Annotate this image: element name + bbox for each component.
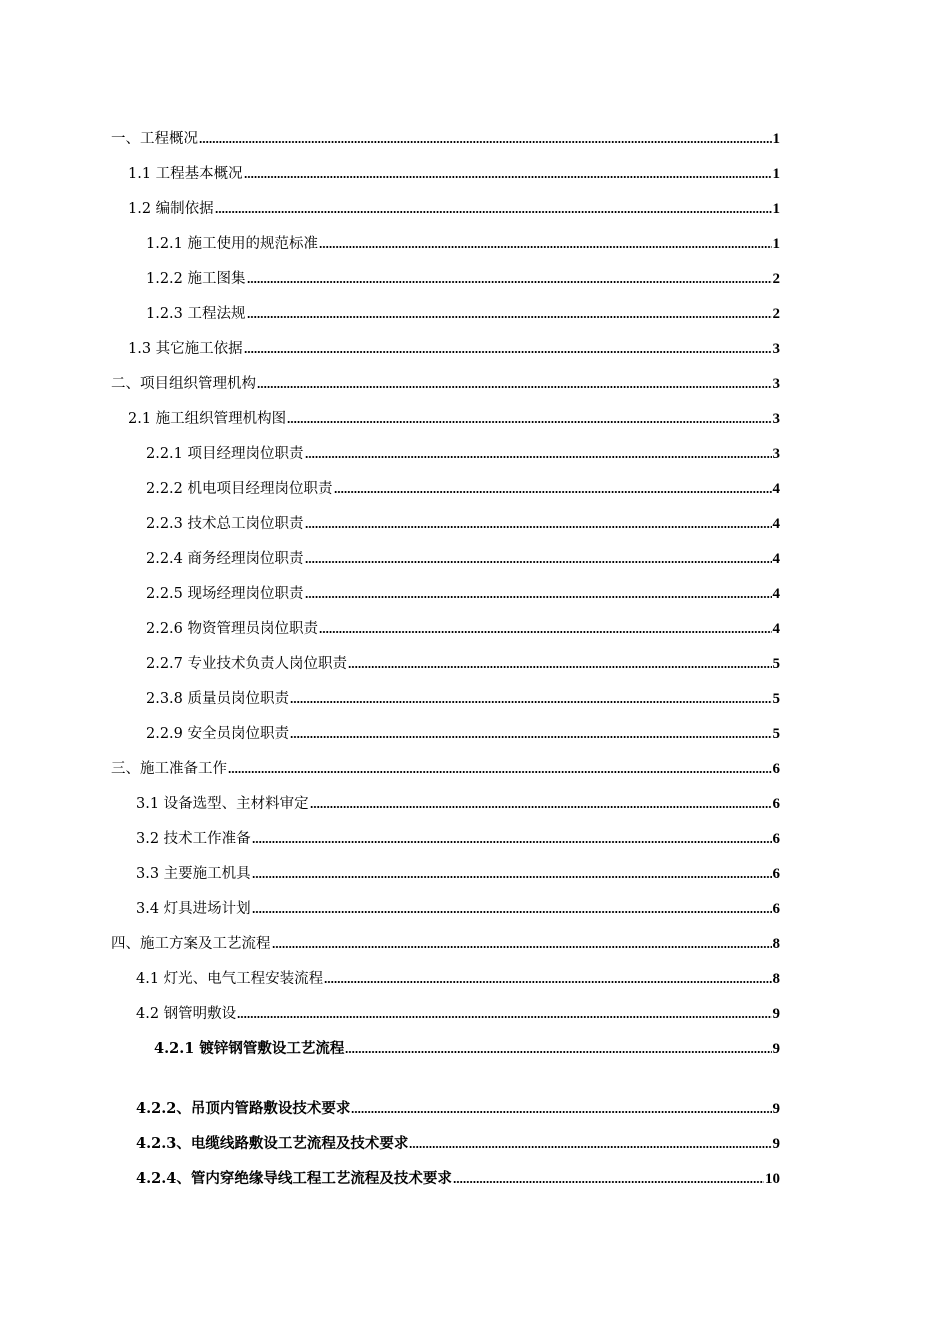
dot-leader xyxy=(305,455,772,459)
toc-entry-label: 2.2.6 物资管理员岗位职责 xyxy=(146,621,319,637)
toc-entry[interactable] xyxy=(146,441,780,463)
toc-entry-label: 2.2.4 商务经理岗位职责 xyxy=(146,551,304,567)
toc-entry[interactable] xyxy=(128,406,780,428)
toc-entry-label: 一、工程概况 xyxy=(111,131,198,147)
dot-leader xyxy=(319,630,771,634)
toc-entry-label: 2.2.7 专业技术负责人岗位职责 xyxy=(146,656,348,672)
toc-entry[interactable] xyxy=(128,336,780,358)
dot-leader xyxy=(310,805,772,809)
toc-entry-label: 1.2.3 工程法规 xyxy=(146,306,246,322)
toc-entry[interactable] xyxy=(136,1131,780,1153)
toc-entry-page: 6 xyxy=(772,866,780,882)
dot-leader xyxy=(348,665,771,669)
toc-entry-page: 1 xyxy=(772,201,780,217)
toc-entry-page: 3 xyxy=(772,411,780,427)
toc-entry-page: 5 xyxy=(772,726,780,742)
dot-leader xyxy=(228,770,772,774)
dot-leader xyxy=(319,245,771,249)
toc-entry[interactable] xyxy=(111,931,780,953)
toc-entry-label: 3.4 灯具进场计划 xyxy=(136,901,251,917)
toc-entry[interactable] xyxy=(128,196,780,218)
dot-leader xyxy=(351,1110,771,1114)
toc-entry-page: 2 xyxy=(772,306,780,322)
toc-entry-label: 4.2.4、管内穿绝缘导线工程工艺流程及技术要求 xyxy=(136,1170,452,1187)
toc-entry-page: 8 xyxy=(772,936,780,952)
toc-entry-page: 9 xyxy=(772,1006,780,1022)
toc-entry[interactable] xyxy=(146,616,780,638)
toc-entry[interactable] xyxy=(154,1036,780,1058)
toc-entry-label: 2.2.3 技术总工岗位职责 xyxy=(146,516,304,532)
toc-entry-label: 4.2.2、吊顶内管路敷设技术要求 xyxy=(136,1100,351,1117)
toc-entry-label: 2.2.2 机电项目经理岗位职责 xyxy=(146,481,333,497)
toc-entry-page: 4 xyxy=(772,481,780,497)
toc-entry[interactable] xyxy=(136,1166,780,1188)
dot-leader xyxy=(453,1180,764,1184)
dot-leader xyxy=(305,595,772,599)
toc-entry-label: 3.1 设备选型、主材料审定 xyxy=(136,796,309,812)
toc-entry-page: 6 xyxy=(772,761,780,777)
toc-entry-label: 2.3.8 质量员岗位职责 xyxy=(146,691,290,707)
dot-leader xyxy=(287,420,771,424)
toc-entry[interactable] xyxy=(136,1096,780,1118)
toc-entry-label: 1.2.1 施工使用的规范标准 xyxy=(146,236,319,252)
toc-entry-page: 6 xyxy=(772,796,780,812)
toc-entry-page: 4 xyxy=(772,586,780,602)
toc-entry-page: 3 xyxy=(772,341,780,357)
toc-entry-label: 4.2.3、电缆线路敷设工艺流程及技术要求 xyxy=(136,1135,409,1152)
dot-leader xyxy=(252,840,772,844)
dot-leader xyxy=(252,875,772,879)
dot-leader xyxy=(244,350,772,354)
toc-entry-label: 四、施工方案及工艺流程 xyxy=(111,936,271,952)
dot-leader xyxy=(305,560,772,564)
toc-entry[interactable] xyxy=(146,546,780,568)
dot-leader xyxy=(345,1050,771,1054)
toc-entry-page: 9 xyxy=(772,1041,780,1057)
dot-leader xyxy=(257,385,772,389)
toc-entry-label: 二、项目组织管理机构 xyxy=(111,376,256,392)
toc-entry[interactable] xyxy=(146,266,780,288)
toc-entry-label: 三、施工准备工作 xyxy=(111,761,227,777)
toc-entry-page: 9 xyxy=(772,1136,780,1152)
toc-entry-page: 10 xyxy=(765,1171,780,1187)
dot-leader xyxy=(324,980,771,984)
dot-leader xyxy=(237,1015,771,1019)
dot-leader xyxy=(247,315,772,319)
toc-entry-label: 3.2 技术工作准备 xyxy=(136,831,251,847)
toc-entry[interactable] xyxy=(136,826,780,848)
toc-entry[interactable] xyxy=(146,301,780,323)
toc-entry-page: 6 xyxy=(772,901,780,917)
toc-entry-label: 2.1 施工组织管理机构图 xyxy=(128,411,287,427)
toc-entry[interactable] xyxy=(146,721,780,743)
dot-leader xyxy=(247,280,772,284)
toc-entry[interactable] xyxy=(111,371,780,393)
dot-leader xyxy=(334,490,772,494)
toc-entry-page: 4 xyxy=(772,551,780,567)
toc-entry-label: 1.3 其它施工依据 xyxy=(128,341,243,357)
toc-entry[interactable] xyxy=(136,791,780,813)
toc-entry-label: 2.2.5 现场经理岗位职责 xyxy=(146,586,304,602)
toc-entry-label: 2.2.1 项目经理岗位职责 xyxy=(146,446,304,462)
toc-entry-label: 4.2.1 镀锌钢管敷设工艺流程 xyxy=(154,1040,345,1057)
toc-entry-page: 8 xyxy=(772,971,780,987)
toc-entry-page: 6 xyxy=(772,831,780,847)
dot-leader xyxy=(244,175,772,179)
toc-entry[interactable] xyxy=(146,686,780,708)
toc-entry-page: 5 xyxy=(772,656,780,672)
dot-leader xyxy=(215,210,772,214)
toc-entry[interactable] xyxy=(111,756,780,778)
toc-entry-label: 4.1 灯光、电气工程安装流程 xyxy=(136,971,324,987)
toc-entry[interactable] xyxy=(136,1001,780,1023)
dot-leader xyxy=(252,910,772,914)
toc-entry-label: 3.3 主要施工机具 xyxy=(136,866,251,882)
toc-entry-page: 4 xyxy=(772,621,780,637)
dot-leader xyxy=(409,1145,771,1149)
dot-leader xyxy=(199,140,772,144)
toc-entry-page: 1 xyxy=(772,131,780,147)
dot-leader xyxy=(290,735,771,739)
toc-entry-page: 2 xyxy=(772,271,780,287)
toc-entry-page: 5 xyxy=(772,691,780,707)
toc-entry-label: 1.2 编制依据 xyxy=(128,201,214,217)
toc-entry-page: 4 xyxy=(772,516,780,532)
toc-entry[interactable] xyxy=(128,161,780,183)
toc-entry-page: 9 xyxy=(772,1101,780,1117)
toc-entry[interactable] xyxy=(136,966,780,988)
toc-entry[interactable] xyxy=(136,861,780,883)
toc-entry[interactable] xyxy=(111,126,780,148)
toc-entry[interactable] xyxy=(146,511,780,533)
toc-entry-page: 3 xyxy=(772,446,780,462)
dot-leader xyxy=(272,945,772,949)
toc-entry-label: 1.1 工程基本概况 xyxy=(128,166,243,182)
toc-entry-label: 1.2.2 施工图集 xyxy=(146,271,246,287)
toc-entry-page: 1 xyxy=(772,236,780,252)
toc-entry-page: 3 xyxy=(772,376,780,392)
toc-entry[interactable] xyxy=(146,231,780,253)
toc-entry[interactable] xyxy=(146,581,780,603)
toc-entry[interactable] xyxy=(146,651,780,673)
toc-entry-label: 2.2.9 安全员岗位职责 xyxy=(146,726,290,742)
toc-entry-page: 1 xyxy=(772,166,780,182)
toc-entry-label: 4.2 钢管明敷设 xyxy=(136,1006,237,1022)
dot-leader xyxy=(305,525,772,529)
toc-entry[interactable] xyxy=(136,896,780,918)
toc-entry[interactable] xyxy=(146,476,780,498)
dot-leader xyxy=(290,700,771,704)
